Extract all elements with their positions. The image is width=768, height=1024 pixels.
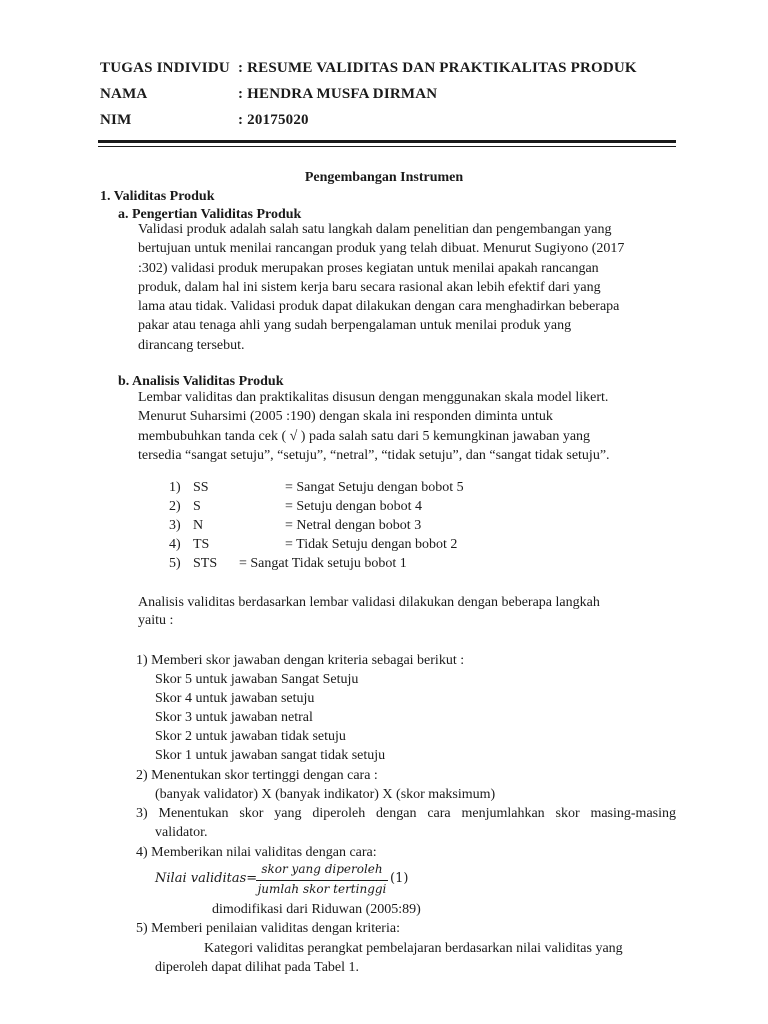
formula-lhs: Nilai validitas= (155, 871, 258, 886)
section-1-heading: 1. Validitas Produk (100, 189, 215, 204)
step-4: 4) Memberikan nilai validitas dengan cara: (136, 845, 377, 860)
paragraph-line: membubuhkan tanda cek ( √ ) pada salah satu dari 5 kemungkinan jawaban yang (138, 428, 591, 444)
step-3-cont: validator. (155, 825, 208, 840)
page-title: Pengembangan Instrumen (304, 170, 464, 185)
step-5-line: Kategori validitas perangkat pembelajaran berdasarkan nilai validitas yang (204, 941, 623, 956)
scale-code: SS (193, 480, 209, 495)
formula-tag: (1) (390, 871, 409, 886)
formula-denominator: jumlah skor tertinggi (257, 882, 387, 896)
paragraph-line: lama atau tidak. Validasi produk dapat dilakukan dengan cara menghadirkan beberapa (138, 299, 620, 315)
step-1-item: Skor 3 untuk jawaban netral (155, 710, 313, 725)
scale-num: 1) (169, 480, 181, 495)
nama-label: NAMA (100, 86, 148, 102)
step-1: 1) Memberi skor jawaban dengan kriteria sebagai berikut : (136, 653, 465, 668)
step-1-item: Skor 5 untuk jawaban Sangat Setuju (155, 672, 359, 687)
sub-b-heading: b. Analisis Validitas Produk (118, 374, 284, 389)
step-3: 3) Menentukan skor yang diperoleh dengan cara menjumlahkan skor masing-masing (136, 806, 676, 821)
scale-desc: = Sangat Setuju dengan bobot 5 (285, 480, 464, 495)
analysis-intro-line: Analisis validitas berdasarkan lembar validasi dilakukan dengan beberapa langkah (138, 595, 600, 610)
formula-source: dimodifikasi dari Riduwan (2005:89) (212, 902, 421, 917)
scale-num: 2) (169, 499, 181, 514)
paragraph-line: :302) validasi produk merupakan proses kegiatan untuk menilai apakah rancangan (138, 260, 599, 276)
paragraph-line: dirancang tersebut. (138, 337, 245, 353)
formula-numerator: skor yang diperoleh (261, 862, 383, 876)
scale-code: STS (193, 556, 218, 571)
scale-desc: = Tidak Setuju dengan bobot 2 (285, 537, 458, 552)
step-1-item: Skor 1 untuk jawaban sangat tidak setuju (155, 748, 386, 763)
paragraph-line: tersedia “sangat setuju”, “setuju”, “netral”, “tidak setuju”, dan “sangat tidak setuju”. (138, 447, 610, 463)
nim-value: : 20175020 (238, 112, 309, 128)
step-5-line: diperoleh dapat dilihat pada Tabel 1. (155, 960, 360, 975)
scale-desc: = Sangat Tidak setuju bobot 1 (239, 556, 407, 571)
step-2-detail: (banyak validator) X (banyak indikator) X (skor maksimum) (155, 787, 496, 802)
step-5: 5) Memberi penilaian validitas dengan kriteria: (136, 921, 400, 936)
scale-num: 5) (169, 556, 181, 571)
sub-b-paragraph (138, 388, 676, 465)
step-1-item: Skor 2 untuk jawaban tidak setuju (155, 729, 346, 744)
paragraph-line: Validasi produk adalah salah satu langkah dalam penelitian dan pengembangan yang (138, 222, 612, 237)
scale-code: TS (193, 537, 210, 552)
scale-code: N (193, 518, 204, 533)
paragraph-line: pakar atau tenaga ahli yang sudah berpengalaman untuk menilai produk yang (138, 318, 572, 334)
formula-fraction-bar (256, 880, 388, 881)
paragraph-line: Menurut Suharsimi (2005 :190) dengan skala ini responden diminta untuk (138, 409, 553, 425)
analysis-intro-line: yaitu : (138, 613, 174, 628)
step-2: 2) Menentukan skor tertinggi dengan cara : (136, 768, 378, 783)
scale-num: 4) (169, 537, 181, 552)
sub-a-heading: a. Pengertian Validitas Produk (118, 207, 302, 222)
scale-desc: = Netral dengan bobot 3 (285, 518, 422, 533)
step-1-item: Skor 4 untuk jawaban setuju (155, 691, 315, 706)
sub-a-paragraph (138, 220, 676, 355)
scale-code: S (193, 499, 201, 514)
scale-num: 3) (169, 518, 181, 533)
header-rule-thin (98, 146, 676, 147)
nim-label: NIM (100, 112, 132, 128)
paragraph-line: produk, dalam hal ini sistem kerja baru secara rasional akan lebih efektif dari yang (138, 279, 601, 295)
paragraph-line: Lembar validitas dan praktikalitas disusun dengan menggunakan skala model likert. (138, 390, 609, 405)
scale-desc: = Setuju dengan bobot 4 (285, 499, 422, 514)
nama-value: : HENDRA MUSFA DIRMAN (238, 86, 438, 102)
header-rule-thick (98, 140, 676, 143)
tugas-value: : RESUME VALIDITAS DAN PRAKTIKALITAS PRODUK (238, 60, 637, 76)
tugas-label: TUGAS INDIVIDU (100, 60, 230, 76)
paragraph-line: bertujuan untuk menilai rancangan produk yang telah dibuat. Menurut Sugiyono (2017 (138, 241, 625, 257)
